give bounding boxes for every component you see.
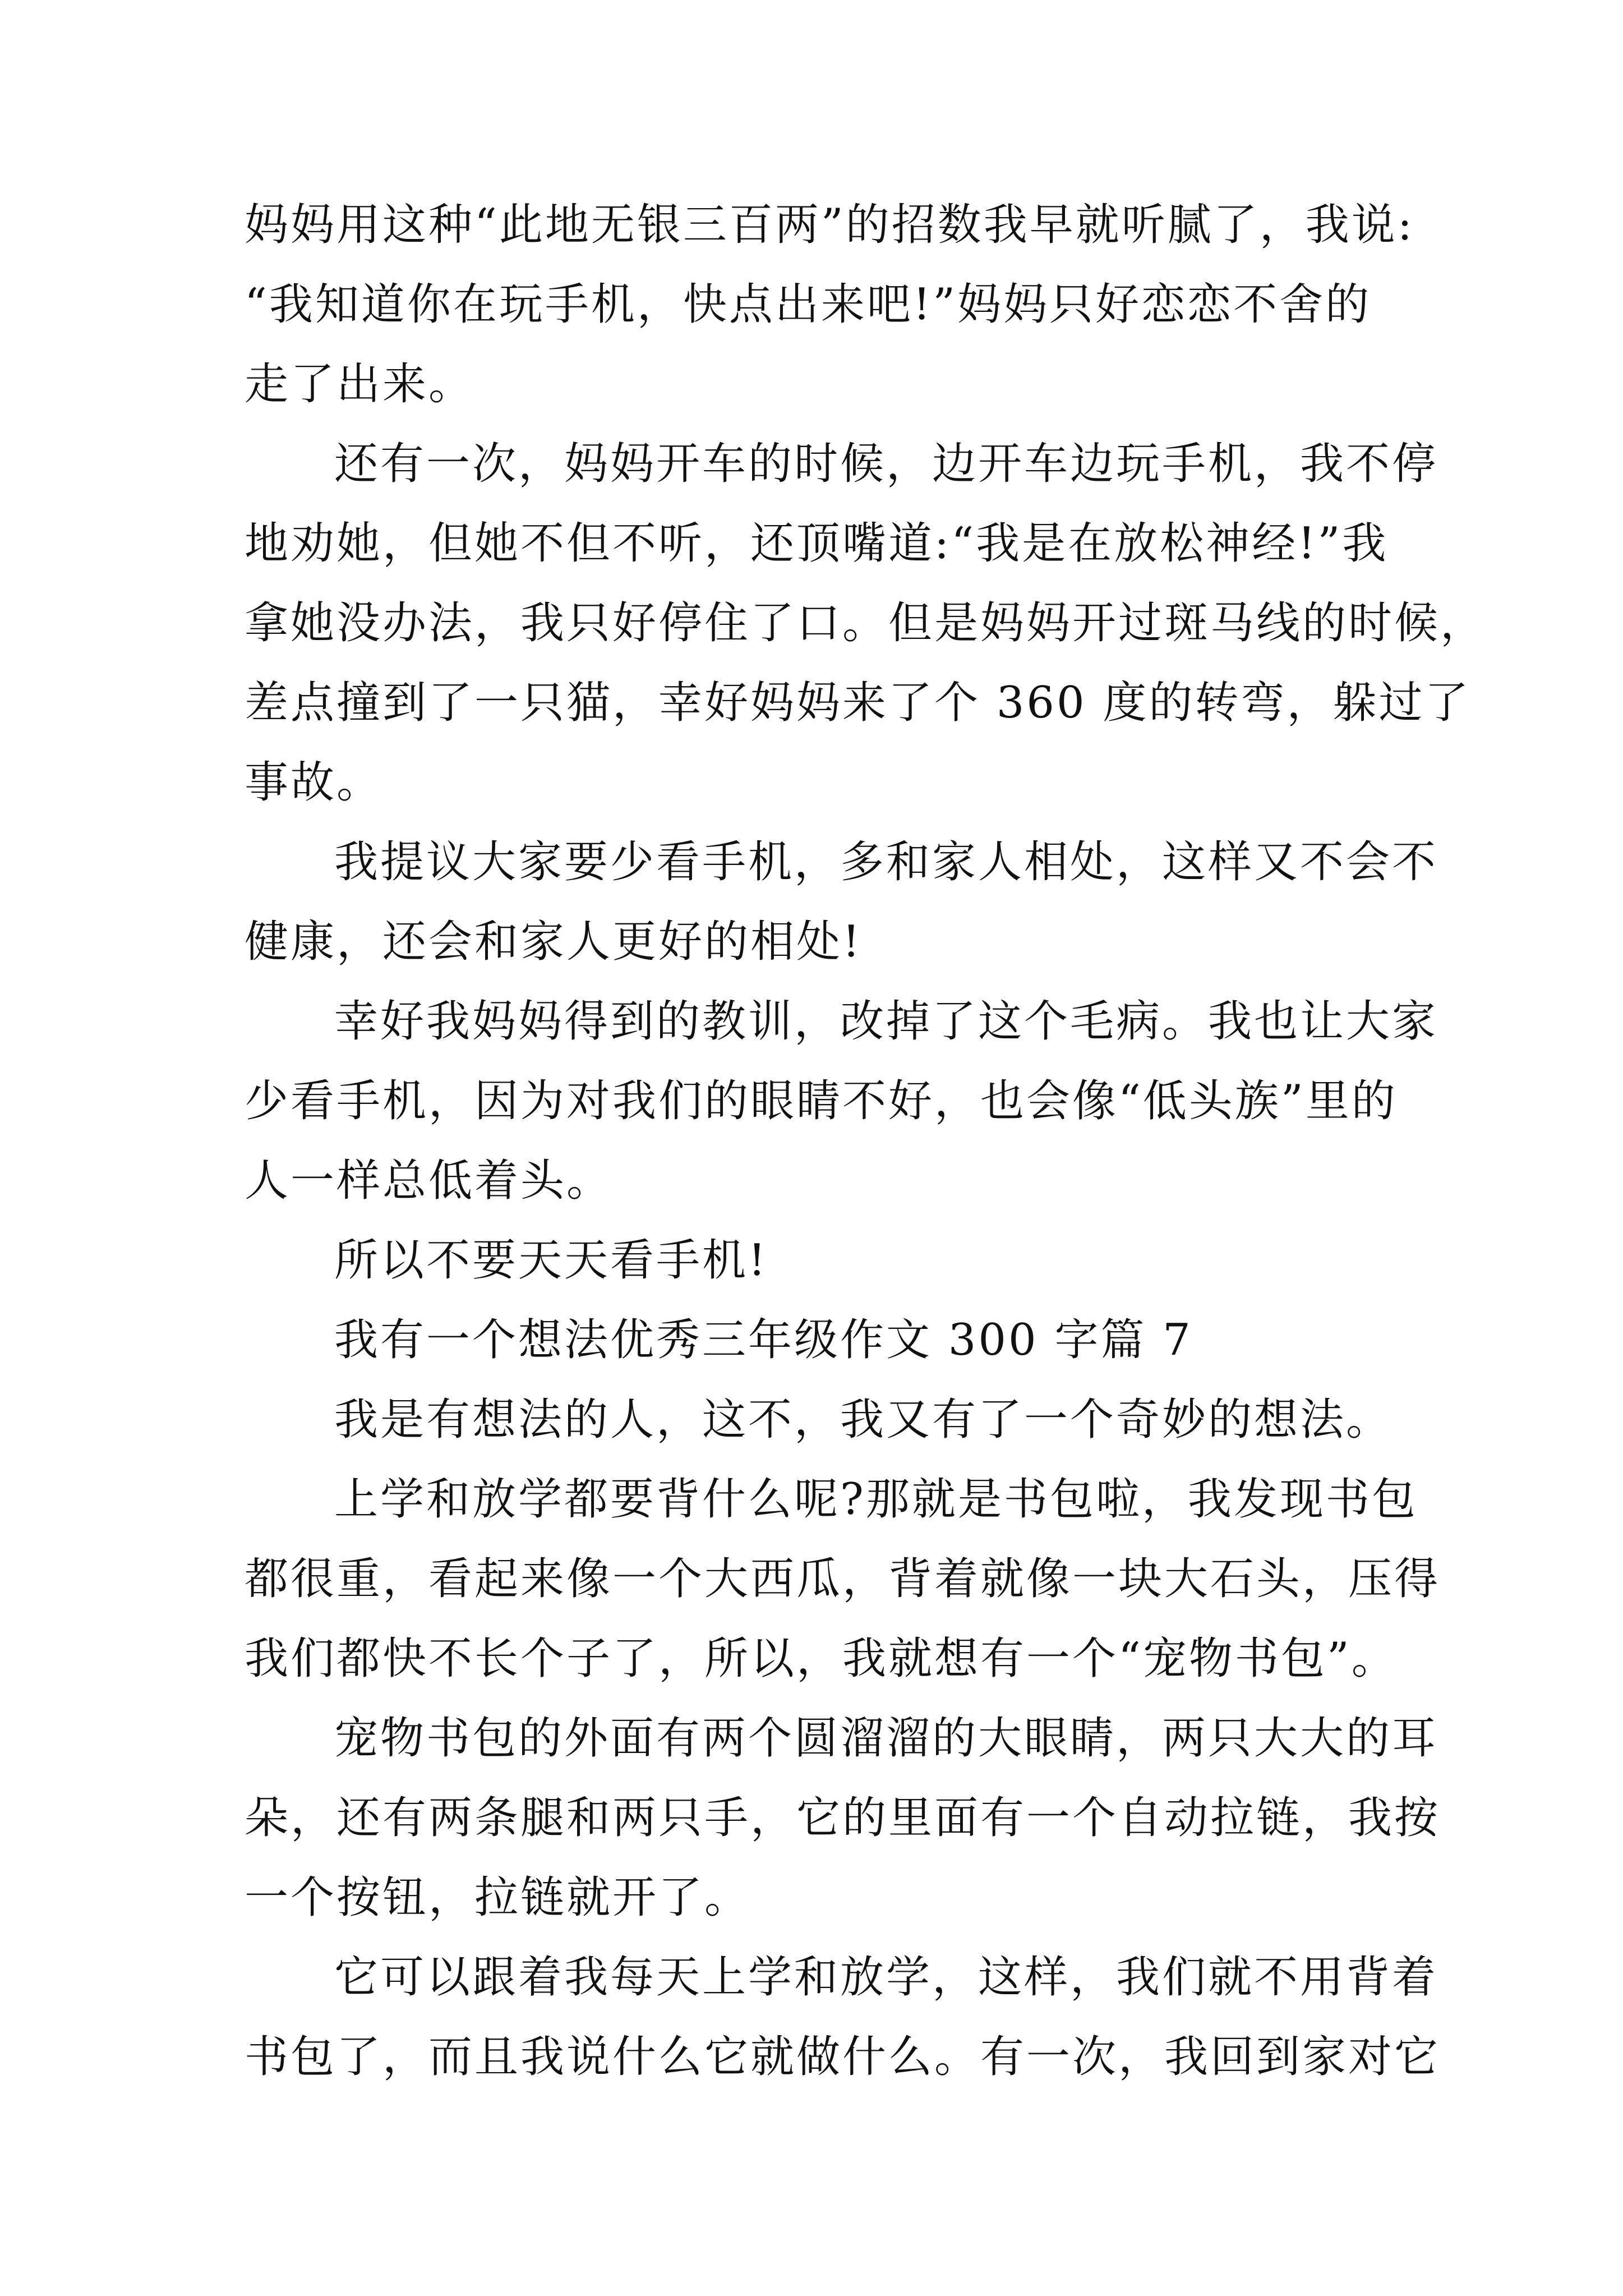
document-body: [245, 185, 1487, 2097]
paragraph-start-line: 还有一次，妈妈开车的时候，边开车边玩手机，我不停: [334, 439, 1438, 489]
paragraph-start-line: 我提议大家要少看手机，多和家人相处，这样又不会不: [334, 837, 1438, 887]
text-line: 差点撞到了一只猫，幸好妈妈来了个 360 度的转弯，躲过了: [245, 678, 1471, 728]
text-line: 都很重，看起来像一个大西瓜，背着就像一块大石头，压得: [245, 1554, 1441, 1604]
paragraph-start-line: 幸好我妈妈得到的教训，改掉了这个毛病。我也让大家: [334, 996, 1438, 1047]
paragraph-start-line: 我是有想法的人，这不，我又有了一个奇妙的想法。: [334, 1395, 1393, 1445]
text-line: “我知道你在玩手机，快点出来吧!”妈妈只好恋恋不舍的: [245, 279, 1372, 330]
text-line: 书包了，而且我说什么它就做什么。有一次，我回到家对它: [245, 2032, 1441, 2082]
text-line: 朵，还有两条腿和两只手，它的里面有一个自动拉链，我按: [245, 1793, 1441, 1843]
text-line: 妈妈用这种“此地无银三百两”的招数我早就听腻了，我说:: [245, 200, 1415, 250]
text-line: 人一样总低着头。: [245, 1156, 613, 1206]
paragraph-start-line: 上学和放学都要背什么呢?那就是书包啦，我发现书包: [334, 1474, 1418, 1525]
text-line: 一个按钮，拉链就开了。: [245, 1872, 751, 1923]
section-heading: 我有一个想法优秀三年级作文 300 字篇 7: [334, 1315, 1193, 1365]
text-line: 少看手机，因为对我们的眼睛不好，也会像“低头族”里的: [245, 1076, 1398, 1126]
paragraph-start-line: 所以不要天天看手机!: [334, 1235, 768, 1286]
text-line: 拿她没办法，我只好停住了口。但是妈妈开过斑马线的时候，: [245, 598, 1487, 648]
text-line: 事故。: [245, 757, 383, 808]
text-line: 走了出来。: [245, 359, 475, 409]
paragraph-start-line: 宠物书包的外面有两个圆溜溜的大眼睛，两只大大的耳: [334, 1713, 1438, 1764]
text-line: 地劝她，但她不但不听，还顶嘴道:“我是在放松神经!”我: [245, 518, 1389, 569]
paragraph-start-line: 它可以跟着我每天上学和放学，这样，我们就不用背着: [334, 1952, 1438, 2003]
text-line: 我们都快不长个子了，所以，我就想有一个“宠物书包”。: [245, 1634, 1398, 1684]
text-line: 健康，还会和家人更好的相处!: [245, 917, 863, 967]
